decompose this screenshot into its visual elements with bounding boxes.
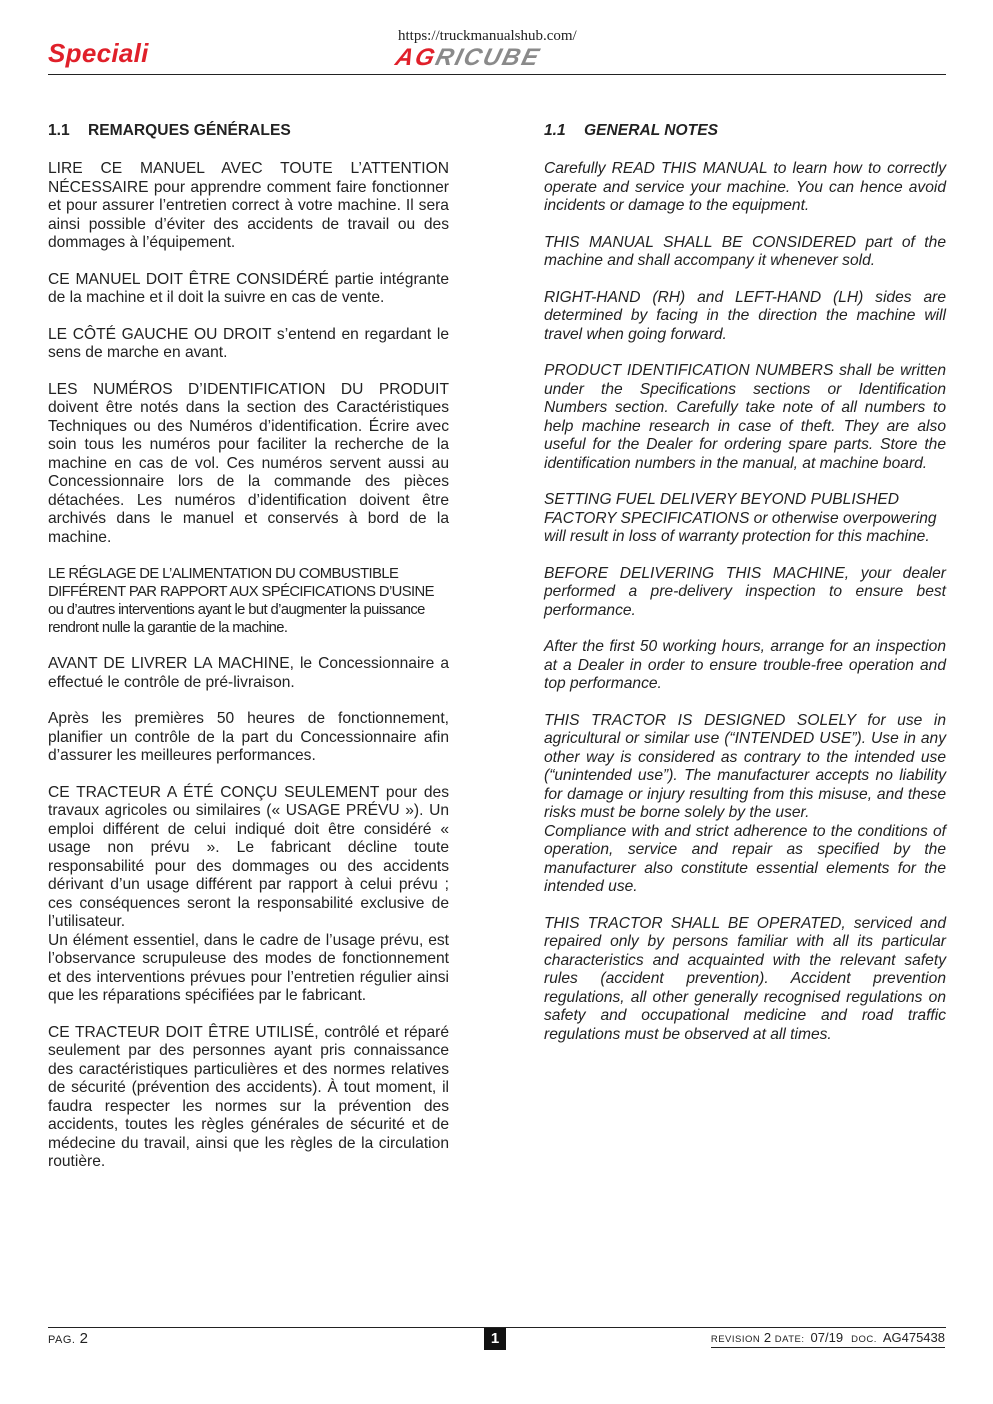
paragraph: AVANT DE LIVRER LA MACHINE, le Concessionnaire a effectué le contrôle de pré-livraison. [48,655,449,691]
page-number-value: 2 [79,1330,88,1347]
source-url[interactable]: https://truckmanualshub.com/ [398,28,577,44]
page-header [0,0,993,80]
paragraph: SETTING FUEL DELIVERY BEYOND PUBLISHED FACTORY SPECIFICATIONS or otherwise overpowering will result in loss of warranty protection for this machine. [544,491,937,545]
date-label: DATE: [774,1334,805,1345]
section-title: REMARQUES GÉNÉRALES [88,122,291,139]
page-number [48,1330,88,1347]
paragraph: THIS TRACTOR SHALL BE OPERATED, serviced and repaired only by persons familiar with all its particular characteristics and acquainted with the relevant safety rules (accident prevention). Accident prevention regulations, all other generally recognised regulations on safety and occupational medicine and road traffic regulations must be observed at all times. [544,914,946,1043]
english-section-heading [544,122,946,140]
paragraph: PRODUCT IDENTIFICATION NUMBERS shall be written under the Specifications sections or Identification Numbers section. Carefully take note of all numbers to help machine research in case of theft. They are also useful for the Dealer for ordering spare parts. Store the identification numbers in the manual, at machine board. [544,362,946,472]
header-divider [48,74,946,75]
paragraph: CE MANUEL DOIT ÊTRE CONSIDÉRÉ partie intégrante de la machine et il doit la suivre en cas de vente. [48,270,449,306]
paragraph: BEFORE DELIVERING THIS MACHINE, your dealer performed a pre-delivery inspection to ensure best performance. [544,564,946,619]
paragraph: CE TRACTEUR DOIT ÊTRE UTILISÉ, contrôlé et réparé seulement par des personnes ayant pris connaissance des caractéristiques particulières et des normes relatives de sécurité (prévention des accidents). À tout moment, il faudra respecter les normes sur la prévention des accidents, toutes les règles générales de sécurité et de médecine du travail, ainsi que les règles de la circulation routière. [48,1023,449,1170]
page-label: PAG. [48,1334,76,1346]
paragraph: After the first 50 working hours, arrange for an inspection at a Dealer in order to ensure trouble-free operation and top performance. [544,638,946,692]
revision-info [711,1330,945,1348]
date-value: 07/19 [810,1330,844,1345]
chapter-badge: 1 [484,1328,506,1350]
paragraph: LE RÉGLAGE DE L’ALIMENTATION DU COMBUSTIBLE DIFFÉRENT PAR RAPPORT AUX SPÉCIFICATIONS D’USINE ou d’autres interventions ayant le but d’augmenter la puissance rendront nulle la garantie de la machine. [48,566,434,636]
section-number: 1.1 [544,122,566,139]
paragraph: THIS MANUAL SHALL BE CONSIDERED part of the machine and shall accompany it whenever sold. [544,233,946,269]
brand-title: Speciali [48,38,149,68]
logo-text: RICUBE [432,44,544,71]
paragraph: RIGHT-HAND (RH) and LEFT-HAND (LH) sides are determined by facing in the direction the machine will travel when going forward. [544,288,946,343]
french-section-heading [48,122,449,140]
paragraph: Compliance with and strict adherence to the conditions of operation, service and repair as specified by the manufacturer also constitute essential elements for the intended use. [544,822,946,895]
paragraph: Après les premières 50 heures de fonctionnement, planifier un contrôle de la part du Concessionnaire afin d’assurer les meilleures performances. [48,710,449,764]
english-column [544,122,946,1062]
section-number: 1.1 [48,122,70,139]
paragraph: Carefully READ THIS MANUAL to learn how to correctly operate and service your machine. You can hence avoid incidents or damage to the equipment. [544,160,946,214]
revision-number: 2 [763,1330,772,1345]
french-column [48,122,449,1190]
section-title: GENERAL NOTES [584,122,719,139]
paragraph: LE CÔTÉ GAUCHE OU DROIT s’entend en regardant le sens de marche en avant. [48,325,449,361]
agricube-logo [393,44,544,72]
paragraph: THIS TRACTOR IS DESIGNED SOLELY for use in agricultural or similar use (“INTENDED USE”). Use in any other way is considered as contrary to the intended use (“unintended use”). The manufacturer accepts no liability for damage or injury resulting from this misuse, and these risks must be borne solely by the user. [544,711,946,821]
logo-accent: AG [392,44,440,71]
revision-label: REVISION [710,1334,761,1345]
paragraph: CE TRACTEUR A ÉTÉ CONÇU SEULEMENT pour des travaux agricoles ou similaires (« USAGE PRÉVU »). Un emploi différent de celui indiqué doit être considéré « usage non prévu ». Le fabricant décline toute responsabilité pour des dommages ou des accidents dérivant d’un usage différent par rapport à celui prévu ; ces conséquences seront la responsabilité exclusive de l’utilisateur. [48,783,449,930]
paragraph: LES NUMÉROS D’IDENTIFICATION DU PRODUIT doivent être notés dans la section des Caractéristiques Techniques ou des Numéros d’identification. Écrire avec soin tous les numéros pour faciliter la recherche de la machine en cas de vol. Ces numéros servent aussi au Concessionnaire lors de la commande des pièces détachées. Les numéros d’identification doivent être archivés dans le manuel et conservés à bord de la machine. [48,380,449,546]
doc-value: AG475438 [882,1330,945,1345]
paragraph: LIRE CE MANUEL AVEC TOUTE L’ATTENTION NÉCESSAIRE pour apprendre comment faire fonctionner et pour assurer l’entretien correct à votre machine. Il sera ainsi possible d’éviter des accidents de travail ou des dommages à l’équipement. [48,160,449,251]
paragraph: Un élément essentiel, dans le cadre de l’usage prévu, est l’observance scrupuleuse des modes de fonctionnement et des interventions prévues pour l’entretien régulier ainsi que les réparations spécifiées par le fabricant. [48,931,449,1004]
doc-label: DOC. [851,1334,877,1345]
